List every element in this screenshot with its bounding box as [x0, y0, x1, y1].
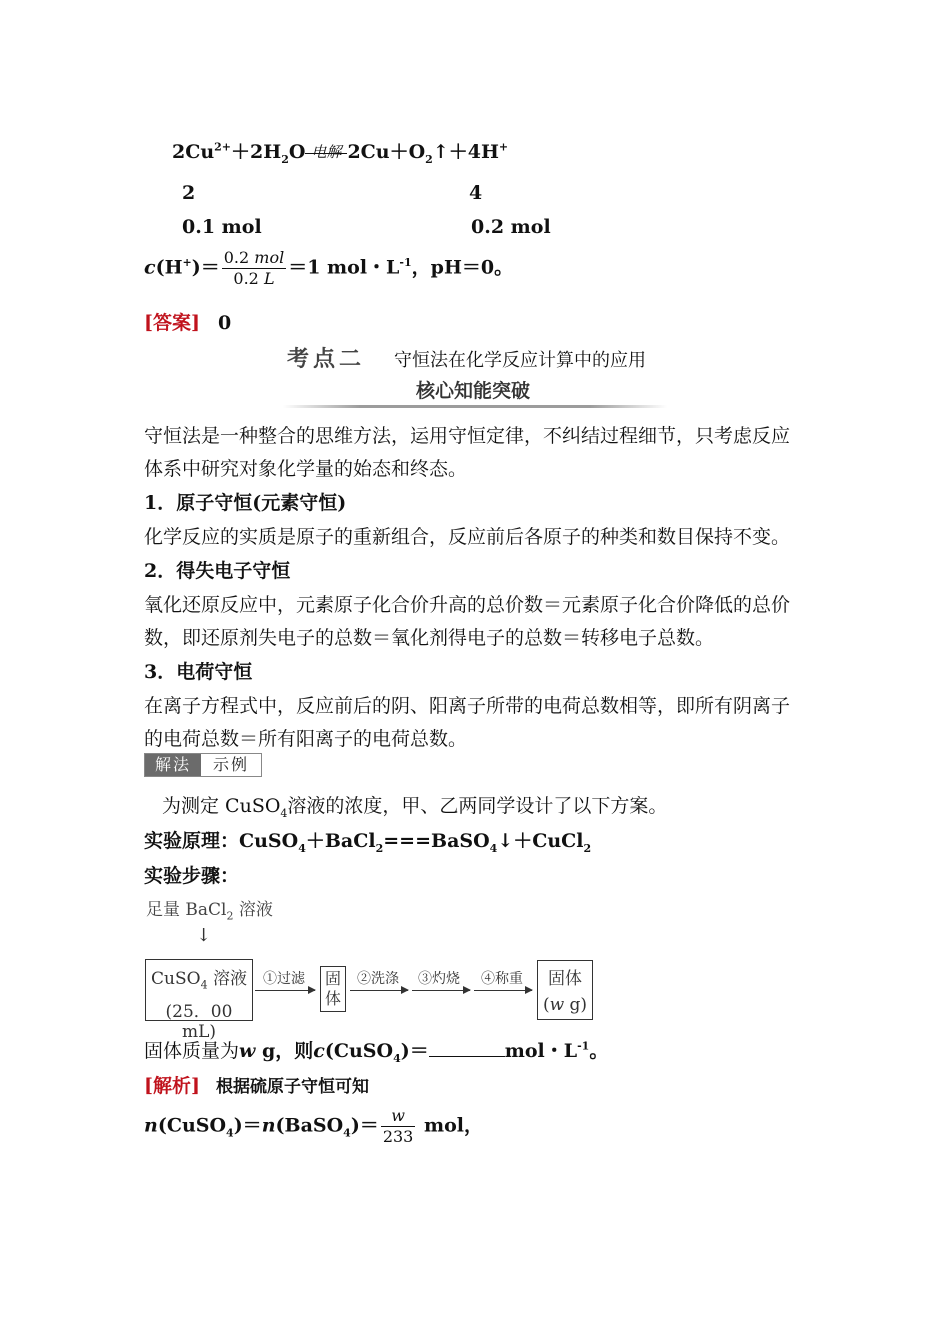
example-principle: 实验原理：CuSO$_4$＋BaCl$_2$===BaSO$_4$↓＋CuCl$_2$ — [144, 830, 592, 855]
item-text-electron-1: 氧化还原反应中，元素原子化合价升高的总价数＝元素原子化合价降低的总价 — [144, 594, 791, 616]
moles-left: 0.1 mol — [182, 216, 262, 238]
moles-right: 0.2 mol — [471, 216, 551, 238]
analysis-label: [解析] — [144, 1075, 200, 1097]
answer-value: 0 — [218, 312, 232, 334]
section-subtitle: 守恒法在化学反应计算中的应用 — [394, 350, 646, 371]
down-arrow-icon: ↓ — [196, 925, 212, 946]
item-heading-atom: 1．原子守恒(元素守恒) — [144, 492, 347, 514]
item-text-atom: 化学反应的实质是原子的重新组合，反应前后各原子的种类和数目保持不变。 — [144, 526, 791, 548]
flow-step-weigh: ④称重 — [481, 971, 523, 987]
intro-line-2: 体系中研究对象化学量的始态和终态。 — [144, 458, 468, 480]
flow-step-filter: ①过滤 — [263, 971, 305, 987]
item-text-electron-2: 数，即还原剂失电子的总数＝氧化剂得电子的总数＝转移电子总数。 — [144, 627, 715, 649]
item-text-charge-2: 的电荷总数＝所有阳离子的电荷总数。 — [144, 728, 468, 750]
ratio-left: 2 — [182, 182, 196, 204]
section-title: 考点二 — [287, 347, 366, 372]
ratio-right: 4 — [469, 182, 483, 204]
example-intro: 为测定 CuSO$_4$溶液的浓度，甲、乙两同学设计了以下方案。 — [162, 795, 668, 820]
item-text-charge-1: 在离子方程式中，反应前后的阴、阳离子所带的电荷总数相等，即所有阴离子 — [144, 695, 791, 717]
example-steps-label: 实验步骤： — [144, 865, 240, 887]
banner-divider — [283, 405, 667, 408]
flow-step-burn: ③灼烧 — [418, 971, 460, 987]
banner-title: 核心知能突破 — [415, 380, 530, 402]
question-line: 固体质量为w g，则c(CuSO$_4$)＝ mol・$L^{-1}$。 — [144, 1039, 609, 1065]
flow-reagent: 足量 BaCl$_2$ 溶液 — [146, 900, 273, 923]
item-heading-electron: 2．得失电子守恒 — [144, 560, 291, 582]
flow-mid-box: 固体 — [320, 966, 346, 1012]
intro-line-1: 守恒法是一种整合的思维方法，运用守恒定律，不纠结过程细节，只考虑反应 — [144, 425, 791, 447]
analysis-text: 根据硫原子守恒可知 — [216, 1077, 370, 1097]
flow-end-box: 固体 (w g) — [537, 960, 593, 1020]
answer-blank[interactable] — [429, 1038, 505, 1057]
flow-arrow-1 — [255, 990, 315, 991]
reaction-condition: 电解 — [305, 157, 347, 158]
answer-label: [答案] — [144, 312, 200, 334]
final-formula: n(CuSO$_4$)＝n(BaSO$_4$)＝ $\frac{w}{233}$ mol， — [144, 1106, 483, 1146]
concentration-formula: c(H+)＝ $\frac{\text{0.2 mol}}{0.2 L}$ ＝1 mol・$L^{-1}$，pH＝0。 — [144, 248, 514, 288]
electrolysis-equation: $2Cu^{2+}+2H_2O$ 电解 $2Cu+O_2↑+4H^+$ — [172, 140, 509, 166]
answer-line — [144, 308, 231, 335]
concentration-fraction: $\frac{\text{0.2 mol}}{0.2 L}$ — [223, 248, 285, 288]
analysis-line — [144, 1071, 369, 1098]
method-example-tag: 解法 示例 — [144, 753, 262, 777]
flow-arrow-2 — [350, 990, 408, 991]
final-fraction: $\frac{w}{233}$ — [382, 1106, 414, 1146]
flow-arrow-3 — [412, 990, 470, 991]
flow-step-wash: ②洗涤 — [357, 971, 399, 987]
flow-arrow-4 — [474, 990, 532, 991]
item-heading-charge: 3．电荷守恒 — [144, 661, 253, 683]
flow-start-box: CuSO$_4$ 溶液 (25．00 mL) — [145, 959, 253, 1021]
